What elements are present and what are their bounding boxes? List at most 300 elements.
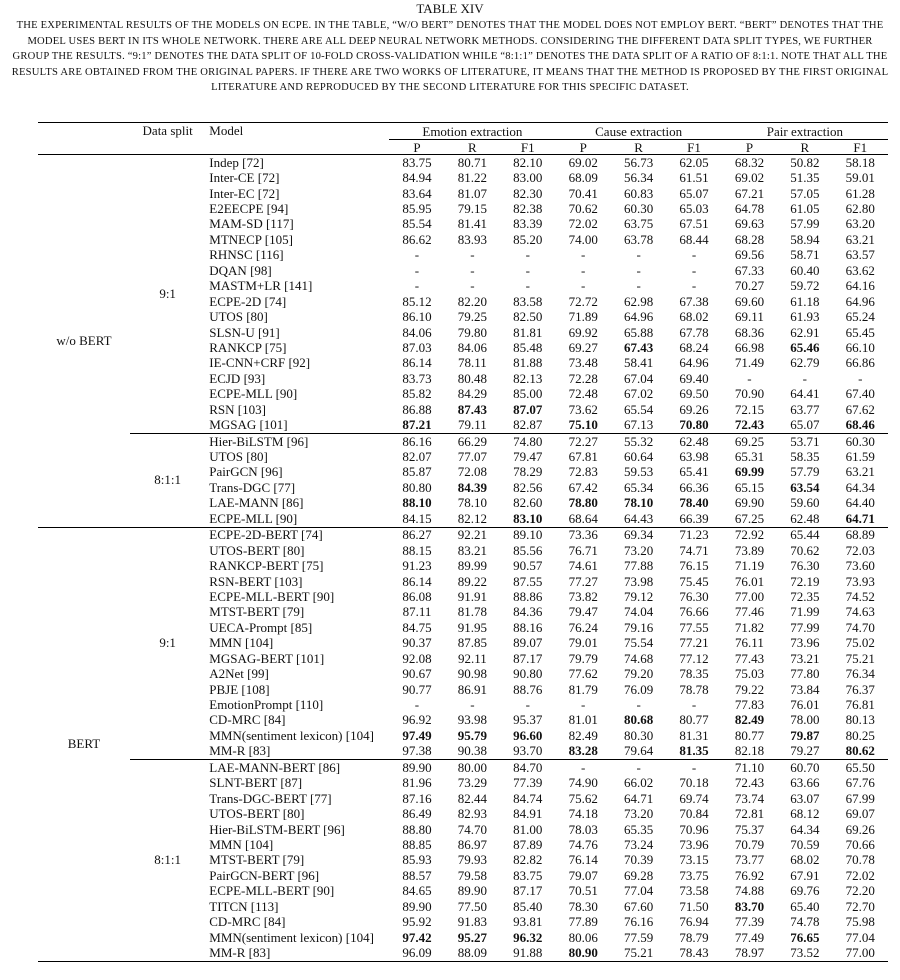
cell-emotion-f1: 93.70 xyxy=(513,743,543,759)
cell-cause-f1: 73.58 xyxy=(679,883,709,899)
model-name: MASTM+LR [141] xyxy=(209,278,313,294)
cell-pair-r: 77.99 xyxy=(790,619,820,635)
cell-pair-p: 69.11 xyxy=(735,309,764,325)
cell-pair-f1: 72.70 xyxy=(845,898,875,914)
cell-pair-f1: 68.46 xyxy=(845,417,875,433)
cell-cause-r: 76.16 xyxy=(624,914,654,930)
cell-pair-f1: 64.16 xyxy=(845,278,875,294)
cell-cause-f1: 77.55 xyxy=(679,619,709,635)
cell-pair-r: 58.35 xyxy=(790,449,820,465)
cell-emotion-r: 89.22 xyxy=(457,573,487,589)
cell-pair-r: 67.91 xyxy=(790,867,820,883)
cell-cause-p: - xyxy=(556,760,611,776)
cell-cause-r: 76.09 xyxy=(624,681,654,697)
cell-emotion-r: 90.38 xyxy=(457,743,487,759)
cell-emotion-f1: 85.40 xyxy=(513,898,543,914)
cell-emotion-f1: 84.91 xyxy=(513,806,543,822)
cell-emotion-f1: 82.13 xyxy=(513,370,543,386)
cell-emotion-f1: 84.74 xyxy=(513,790,543,806)
cell-cause-p: 70.51 xyxy=(568,883,598,899)
cell-cause-p: 70.62 xyxy=(568,201,598,217)
cell-cause-r: - xyxy=(611,760,666,776)
cell-emotion-f1: 74.80 xyxy=(500,433,555,449)
cell-emotion-p: 86.49 xyxy=(402,806,432,822)
cell-emotion-f1: 83.10 xyxy=(513,510,543,526)
cell-pair-p: 76.01 xyxy=(734,573,765,589)
cell-pair-p: 69.02 xyxy=(734,170,765,186)
table-number: TABLE XIV xyxy=(416,1,484,16)
cell-pair-r: 73.52 xyxy=(777,945,832,961)
cell-emotion-p: 82.07 xyxy=(402,449,432,465)
cell-cause-f1: 70.96 xyxy=(679,821,709,837)
cell-cause-p: 68.64 xyxy=(568,510,598,526)
cell-emotion-p: 88.10 xyxy=(402,495,432,511)
cell-pair-p: 67.33 xyxy=(734,262,765,278)
cell-emotion-p: 86.14 xyxy=(402,573,432,589)
data-split-label: 8:1:1 xyxy=(130,433,205,527)
cell-pair-f1: 75.98 xyxy=(845,914,875,930)
data-split-label: 9:1 xyxy=(130,527,205,760)
cell-pair-r: 63.54 xyxy=(790,479,820,495)
cell-pair-p: 70.90 xyxy=(734,386,765,402)
cell-emotion-f1: 82.50 xyxy=(513,309,543,325)
cell-pair-p: 70.79 xyxy=(734,836,765,852)
cell-cause-p: 67.81 xyxy=(568,449,598,465)
cell-emotion-f1: 84.70 xyxy=(500,760,555,776)
cell-pair-f1: 69.07 xyxy=(845,806,875,822)
cell-emotion-p: 88.57 xyxy=(402,867,432,883)
cell-emotion-f1: 90.57 xyxy=(513,558,543,574)
cell-cause-r: 65.88 xyxy=(624,324,654,340)
model-name: RHNSC [116] xyxy=(209,247,284,263)
model-name: UECA-Prompt [85] xyxy=(209,619,313,635)
cell-cause-r: 79.16 xyxy=(624,619,654,635)
cell-pair-r: 78.00 xyxy=(790,712,820,728)
model-name: DQAN [98] xyxy=(209,262,272,278)
cell-emotion-f1: 87.89 xyxy=(513,836,543,852)
cell-cause-p: 78.80 xyxy=(568,495,598,511)
table-row xyxy=(38,155,888,171)
cell-emotion-r: 92.21 xyxy=(445,527,500,543)
cell-cause-f1: - xyxy=(691,247,697,263)
cell-pair-r: 65.44 xyxy=(777,527,832,543)
data-split-label: 8:1:1 xyxy=(130,760,205,962)
cell-pair-p: 82.18 xyxy=(734,743,765,759)
cell-cause-p: 75.10 xyxy=(568,417,598,433)
cell-pair-f1: 63.20 xyxy=(845,216,875,232)
model-name: ECPE-MLL-BERT [90] xyxy=(209,588,335,604)
header-emotion-r: R xyxy=(445,140,500,155)
cell-pair-p: 67.25 xyxy=(734,510,765,526)
cell-pair-f1: 74.70 xyxy=(845,619,875,635)
cell-pair-p: 65.31 xyxy=(734,449,765,465)
cell-cause-f1: 70.80 xyxy=(679,417,709,433)
cell-pair-r: 76.01 xyxy=(790,697,820,713)
model-name: CD-MRC [84] xyxy=(209,712,286,728)
cell-emotion-r: 89.90 xyxy=(457,883,487,899)
cell-cause-p: - xyxy=(581,247,586,263)
cell-pair-f1: 69.26 xyxy=(845,821,875,837)
cell-emotion-f1: 87.17 xyxy=(513,650,543,666)
cell-pair-p: 69.60 xyxy=(734,293,765,309)
cell-emotion-p: 84.06 xyxy=(402,324,432,340)
cell-emotion-r: 81.41 xyxy=(457,216,487,232)
cell-emotion-r: 88.09 xyxy=(445,945,500,961)
cell-pair-p: 83.70 xyxy=(734,898,765,914)
cell-emotion-f1: 87.17 xyxy=(513,883,543,899)
header-cause-r: R xyxy=(611,140,666,155)
cell-emotion-r: 81.78 xyxy=(457,604,487,620)
cell-emotion-f1: 84.36 xyxy=(513,604,543,620)
cell-pair-p: 72.92 xyxy=(722,527,777,543)
cell-cause-p: 76.71 xyxy=(568,542,598,558)
cell-pair-f1: 67.40 xyxy=(845,386,875,402)
model-name: Trans-DGC [77] xyxy=(209,479,296,495)
cell-pair-r: 58.94 xyxy=(790,231,820,247)
model-name: EmotionPrompt [110] xyxy=(209,697,324,713)
model-name: RANKCP [75] xyxy=(209,339,287,355)
cell-cause-p: 74.18 xyxy=(568,806,598,822)
cell-cause-f1: - xyxy=(691,697,697,713)
cell-emotion-f1: - xyxy=(525,278,530,294)
cell-cause-r: 70.39 xyxy=(624,852,654,868)
cell-cause-p: 69.92 xyxy=(568,324,598,340)
model-name: CD-MRC [84] xyxy=(209,914,286,930)
cell-cause-f1: 68.02 xyxy=(679,309,709,325)
cell-pair-r: 73.96 xyxy=(790,635,820,651)
model-name: ECPE-2D [74] xyxy=(209,293,287,309)
cell-pair-p: 80.77 xyxy=(734,727,765,743)
cell-cause-r: 60.30 xyxy=(624,201,654,217)
cell-cause-p: 77.89 xyxy=(568,914,598,930)
cell-cause-p: 77.27 xyxy=(568,573,598,589)
cell-pair-p: 77.49 xyxy=(734,929,765,945)
cell-emotion-f1: 96.32 xyxy=(513,929,543,945)
cell-cause-f1: 69.26 xyxy=(679,401,709,417)
cell-emotion-f1: 83.00 xyxy=(513,170,543,186)
cell-pair-p: 82.49 xyxy=(734,712,765,728)
cell-emotion-r: 79.25 xyxy=(457,309,487,325)
cell-emotion-p: 91.23 xyxy=(402,558,432,574)
data-split-label: 9:1 xyxy=(159,285,176,301)
cell-cause-f1: 76.94 xyxy=(679,914,709,930)
cell-emotion-r: 87.43 xyxy=(457,401,487,417)
results-body xyxy=(38,155,888,962)
cell-pair-r: 79.87 xyxy=(790,727,820,743)
cell-pair-f1: 77.00 xyxy=(833,945,888,961)
cell-emotion-f1: 85.20 xyxy=(513,231,543,247)
cell-cause-r: 59.53 xyxy=(624,464,654,480)
cell-cause-p: 76.14 xyxy=(568,852,598,868)
cell-pair-f1: 70.78 xyxy=(845,852,875,868)
model-name: A2Net [99] xyxy=(209,666,269,682)
cell-pair-p: 77.43 xyxy=(734,650,765,666)
cell-pair-f1: 76.34 xyxy=(845,666,875,682)
cell-emotion-r: 92.11 xyxy=(457,650,487,666)
header-cause-extraction: Cause extraction xyxy=(556,123,722,140)
table-row xyxy=(38,760,888,776)
cell-emotion-p: 81.96 xyxy=(402,775,432,791)
cell-emotion-p: 90.37 xyxy=(402,635,432,651)
cell-pair-r: 65.40 xyxy=(790,898,820,914)
cell-cause-r: - xyxy=(636,278,641,294)
cell-cause-f1: 65.03 xyxy=(679,201,709,217)
cell-pair-p: 69.90 xyxy=(734,495,765,511)
model-name: SLNT-BERT [87] xyxy=(209,775,303,791)
cell-emotion-p: 86.10 xyxy=(402,309,432,325)
caption-text: THE EXPERIMENTAL RESULTS OF THE MODELS ON ECPE. IN THE TABLE, “W/O BERT” DENOTES THAT THE MODEL DOES NOT EMPLOY BERT. “BERT” DENOTES THAT THE MODEL USES BERT IN ITS WHOLE NETWORK. THERE ARE ALL DEEP NEURAL NETWORK METHODS. CONSIDERING THE DIFFERENT DATA SPLIT TYPES, WE FURTHER GROUP THE RESULTS. “9:1” DENOTES THE DATA SPLIT OF 10-FOLD CROSS-VALIDATION WHILE “8:1:1” DENOTES THE DATA SPLIT OF A RATIO OF 8:1:1. NOTE THAT ALL THE RESULTS ARE OBTAINED FROM THE ORIGINAL PAPERS. IF THERE ARE TWO WORKS OF LITERATURE, IT MEANS THAT THE METHOD IS PROPOSED BY THE FIRST ORIGINAL LITERATURE AND REPRODUCED BY THE SECOND LITERATURE FOR THIS SPECIFIC DATASET. xyxy=(11,20,889,93)
model-name: MTNECP [105] xyxy=(209,231,293,247)
cell-pair-r: 76.30 xyxy=(790,558,820,574)
cell-emotion-p: 88.80 xyxy=(402,821,432,837)
cell-cause-f1: 67.78 xyxy=(679,324,709,340)
table-row xyxy=(38,527,888,543)
cell-cause-p: 74.76 xyxy=(568,836,598,852)
cell-cause-r: 60.83 xyxy=(624,185,654,201)
cell-cause-p: 83.28 xyxy=(568,743,598,759)
cell-pair-p: 77.46 xyxy=(734,604,765,620)
cell-pair-p: 72.81 xyxy=(734,806,765,822)
cell-pair-p: 77.83 xyxy=(734,697,765,713)
cell-emotion-p: 89.90 xyxy=(402,898,432,914)
cell-emotion-r: 82.44 xyxy=(457,790,487,806)
cell-emotion-p: - xyxy=(414,262,420,278)
cell-emotion-p: 85.12 xyxy=(402,293,432,309)
model-name: MM-R [83] xyxy=(209,743,271,759)
cell-emotion-f1: - xyxy=(525,262,530,278)
cell-pair-p: 64.78 xyxy=(734,201,765,217)
cell-emotion-r: 82.12 xyxy=(457,510,487,526)
cell-emotion-r: 79.80 xyxy=(457,324,487,340)
model-name: PBJE [108] xyxy=(209,681,270,697)
cell-emotion-p: 86.16 xyxy=(389,433,444,449)
cell-cause-r: - xyxy=(636,697,641,713)
cell-pair-f1: 64.34 xyxy=(845,479,875,495)
cell-pair-r: 79.27 xyxy=(790,743,820,759)
header-emotion-extraction: Emotion extraction xyxy=(389,123,555,140)
model-name: Inter-EC [72] xyxy=(209,185,280,201)
cell-pair-f1: 80.25 xyxy=(845,727,875,743)
cell-pair-f1: 75.02 xyxy=(845,635,875,651)
cell-emotion-r: - xyxy=(470,247,475,263)
cell-pair-f1: 61.59 xyxy=(845,449,875,465)
model-name: ECPE-MLL-BERT [90] xyxy=(209,883,335,899)
cell-cause-p: 79.01 xyxy=(568,635,598,651)
cell-emotion-r: 78.11 xyxy=(457,355,487,371)
cell-cause-f1: 68.44 xyxy=(679,231,709,247)
cell-cause-f1: 71.50 xyxy=(679,898,709,914)
cell-pair-p: 66.98 xyxy=(734,339,765,355)
cell-cause-f1: 66.36 xyxy=(679,479,709,495)
cell-cause-p: 73.48 xyxy=(568,355,598,371)
cell-cause-f1: 69.40 xyxy=(679,370,709,386)
group-label: BERT xyxy=(38,527,130,961)
cell-emotion-f1: 88.76 xyxy=(513,681,543,697)
model-name: Inter-CE [72] xyxy=(209,170,280,186)
cell-emotion-r: 83.21 xyxy=(457,542,487,558)
cell-emotion-p: 87.11 xyxy=(402,604,432,620)
cell-emotion-p: 95.92 xyxy=(402,914,432,930)
cell-pair-p: 79.22 xyxy=(734,681,765,697)
model-name: LAE-MANN-BERT [86] xyxy=(205,760,389,776)
cell-cause-p: 81.01 xyxy=(568,712,598,728)
cell-pair-f1: 76.81 xyxy=(845,697,875,713)
cell-pair-f1: 80.13 xyxy=(845,712,875,728)
model-name: MTST-BERT [79] xyxy=(209,852,305,868)
cell-pair-r: 60.70 xyxy=(777,760,832,776)
cell-pair-p: 71.19 xyxy=(734,558,765,574)
cell-pair-r: 60.40 xyxy=(790,262,820,278)
cell-emotion-r: 66.29 xyxy=(445,433,500,449)
cell-emotion-r: 84.39 xyxy=(457,479,487,495)
cell-cause-r: 64.43 xyxy=(624,510,654,526)
cell-cause-r: 79.12 xyxy=(624,588,654,604)
cell-emotion-f1: 83.58 xyxy=(513,293,543,309)
cell-emotion-f1: 88.16 xyxy=(513,619,543,635)
cell-pair-p: 75.37 xyxy=(734,821,765,837)
cell-cause-r: 74.68 xyxy=(624,650,654,666)
cell-pair-p: 68.32 xyxy=(734,154,765,170)
cell-emotion-f1: 81.00 xyxy=(513,821,543,837)
cell-emotion-f1: 77.39 xyxy=(513,775,543,791)
cell-pair-r: 72.19 xyxy=(790,573,820,589)
cell-cause-f1: 67.38 xyxy=(679,293,709,309)
cell-emotion-f1: 88.86 xyxy=(513,588,543,604)
cell-emotion-r: 80.00 xyxy=(445,760,500,776)
cell-cause-r: 79.64 xyxy=(624,743,654,759)
cell-cause-r: 63.75 xyxy=(624,216,654,232)
header-emotion-p: P xyxy=(389,140,444,155)
cell-cause-r: 56.34 xyxy=(624,170,654,186)
model-name: ECPE-MLL [90] xyxy=(209,386,298,402)
cell-pair-r: 74.78 xyxy=(790,914,820,930)
cell-pair-p: 75.03 xyxy=(734,666,765,682)
cell-emotion-p: 86.08 xyxy=(402,588,432,604)
cell-emotion-p: 85.93 xyxy=(402,852,432,868)
cell-pair-f1: 72.02 xyxy=(845,867,875,883)
cell-cause-f1: - xyxy=(691,278,697,294)
cell-cause-p: - xyxy=(581,278,586,294)
cell-cause-f1: 71.23 xyxy=(666,527,721,543)
cell-emotion-p: 97.42 xyxy=(402,929,432,945)
cell-emotion-p: - xyxy=(414,278,420,294)
cell-emotion-p: 86.14 xyxy=(402,355,432,371)
cell-emotion-p: 96.09 xyxy=(389,945,444,961)
cell-cause-p: 78.30 xyxy=(568,898,598,914)
cell-cause-r: 62.98 xyxy=(624,293,654,309)
cell-pair-p: 73.77 xyxy=(734,852,765,868)
model-name: UTOS [80] xyxy=(209,449,268,465)
cell-emotion-f1: 82.30 xyxy=(513,185,543,201)
cell-pair-p: 69.99 xyxy=(734,464,765,480)
cell-pair-r: 50.82 xyxy=(790,154,820,170)
cell-cause-f1: 76.15 xyxy=(679,558,709,574)
cell-emotion-f1: 83.39 xyxy=(513,216,543,232)
cell-cause-r: 63.78 xyxy=(624,231,654,247)
cell-cause-r: 73.20 xyxy=(624,806,654,822)
cell-emotion-f1: 90.80 xyxy=(513,666,543,682)
model-name: UTOS [80] xyxy=(209,309,268,325)
model-name: E2EECPE [94] xyxy=(209,201,289,217)
cell-cause-r: 65.54 xyxy=(624,401,654,417)
cell-emotion-r: 91.91 xyxy=(457,588,487,604)
cell-cause-r: 67.60 xyxy=(624,898,654,914)
header-data-split: Data split xyxy=(130,123,205,155)
cell-cause-r: 67.02 xyxy=(624,386,654,402)
cell-emotion-p: - xyxy=(414,247,420,263)
cell-emotion-p: 86.62 xyxy=(402,231,432,247)
cell-pair-f1: 63.21 xyxy=(845,464,875,480)
cell-cause-p: 74.61 xyxy=(568,558,598,574)
cell-pair-p: 72.15 xyxy=(734,401,765,417)
cell-cause-r: 60.64 xyxy=(624,449,654,465)
results-table xyxy=(38,122,888,962)
cell-cause-f1: 70.18 xyxy=(679,775,709,791)
cell-pair-f1: 67.99 xyxy=(845,790,875,806)
cell-emotion-p: 83.75 xyxy=(402,154,432,170)
cell-pair-f1: 80.62 xyxy=(845,743,875,759)
cell-cause-f1: - xyxy=(691,262,697,278)
cell-pair-p: 69.25 xyxy=(722,433,777,449)
cell-cause-p: 77.62 xyxy=(568,666,598,682)
cell-cause-p: 81.79 xyxy=(568,681,598,697)
cell-emotion-r: 95.79 xyxy=(457,727,487,743)
cell-cause-r: 75.21 xyxy=(611,945,666,961)
cell-emotion-f1: 82.82 xyxy=(513,852,543,868)
cell-cause-p: 72.28 xyxy=(568,370,598,386)
cell-emotion-f1: 85.56 xyxy=(513,542,543,558)
cell-emotion-r: 77.07 xyxy=(457,449,487,465)
cell-cause-f1: 69.74 xyxy=(679,790,709,806)
cell-pair-r: 77.80 xyxy=(790,666,820,682)
cell-pair-r: 63.07 xyxy=(790,790,820,806)
model-name: MMN(sentiment lexicon) [104] xyxy=(209,727,374,743)
cell-emotion-r: 72.08 xyxy=(457,464,487,480)
cell-cause-p: 73.36 xyxy=(556,527,611,543)
cell-pair-r: 64.34 xyxy=(790,821,820,837)
cell-emotion-p: 89.90 xyxy=(389,760,444,776)
cell-emotion-f1: 93.81 xyxy=(513,914,543,930)
cell-emotion-p: 86.27 xyxy=(389,527,444,543)
cell-pair-f1: 68.89 xyxy=(833,527,888,543)
cell-emotion-p: 84.94 xyxy=(402,170,432,186)
cell-emotion-r: 82.20 xyxy=(457,293,487,309)
cell-cause-p: 71.89 xyxy=(568,309,598,325)
cell-pair-r: 58.71 xyxy=(790,247,820,263)
cell-emotion-f1: 85.00 xyxy=(513,386,543,402)
cell-emotion-p: 85.82 xyxy=(402,386,432,402)
cell-cause-r: 65.35 xyxy=(624,821,654,837)
cell-pair-f1: - xyxy=(858,370,863,386)
cell-pair-p: 67.21 xyxy=(734,185,765,201)
model-name: MGSAG [101] xyxy=(209,417,288,433)
model-name: PairGCN-BERT [96] xyxy=(209,867,320,883)
model-name: Hier-BiLSTM-BERT [96] xyxy=(209,821,345,837)
cell-emotion-p: 97.49 xyxy=(402,727,432,743)
cell-emotion-p: 96.92 xyxy=(402,712,432,728)
cell-emotion-r: 79.93 xyxy=(457,852,487,868)
cell-cause-r: 73.20 xyxy=(624,542,654,558)
cell-pair-r: 63.66 xyxy=(790,775,820,791)
cell-pair-r: 61.05 xyxy=(790,201,820,217)
model-name: ECPE-2D-BERT [74] xyxy=(205,527,389,543)
cell-cause-p: 72.02 xyxy=(568,216,598,232)
cell-emotion-r: 93.98 xyxy=(457,712,487,728)
cell-cause-f1: 78.43 xyxy=(666,945,721,961)
cell-pair-r: 70.62 xyxy=(790,542,820,558)
cell-pair-f1: 58.18 xyxy=(845,154,875,170)
cell-pair-p: 77.00 xyxy=(734,588,765,604)
